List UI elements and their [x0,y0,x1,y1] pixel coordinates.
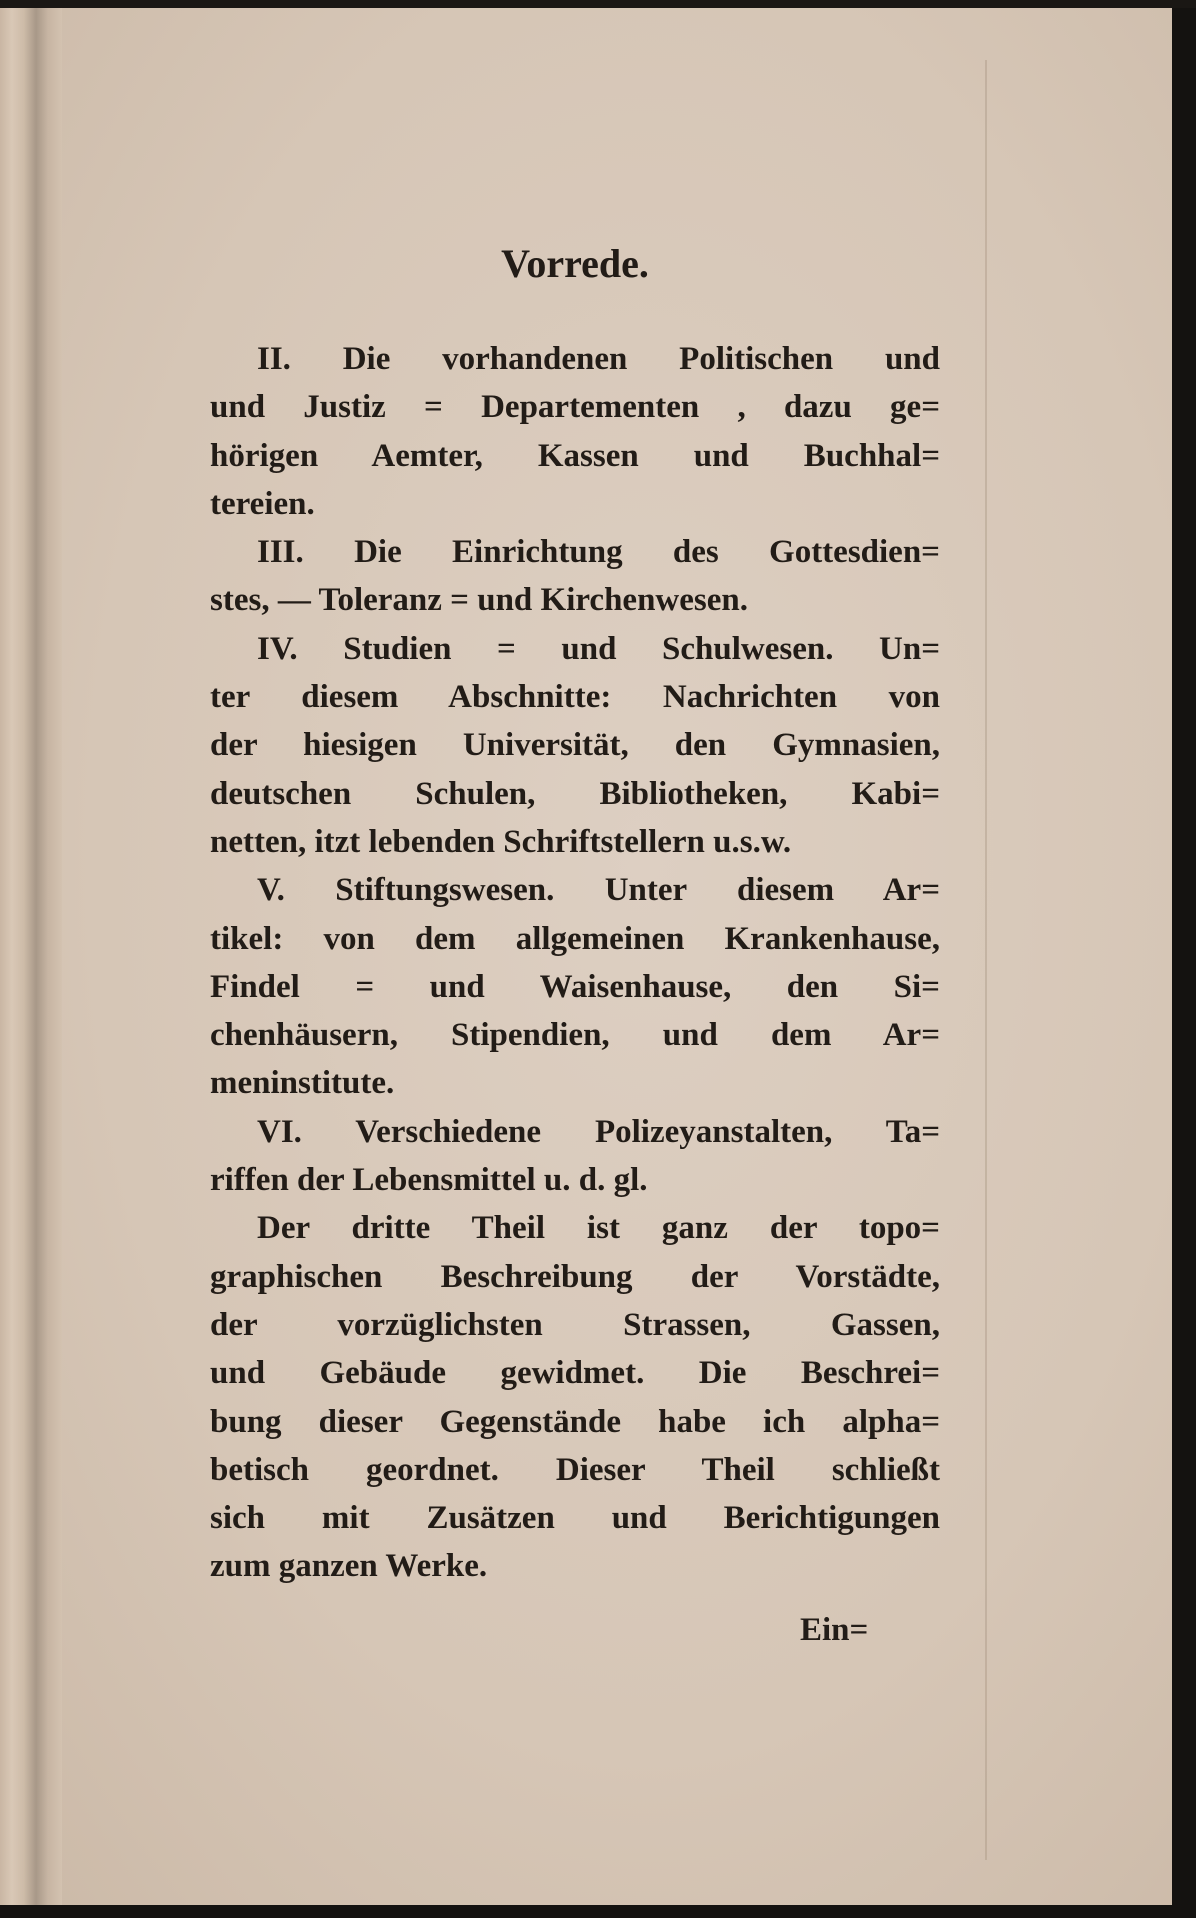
text-line: betisch geordnet. Dieser Theil schließt [210,1451,940,1488]
scan-border [0,0,1196,8]
page-heading: Vorrede. [501,241,649,286]
text-line: deutschen Schulen, Bibliotheken, Kabi= [210,775,940,812]
text-line: zum ganzen Werke. [210,1548,488,1585]
text-line: bung dieser Gegenstände habe ich alpha= [210,1403,940,1440]
text-line: V. Stiftungswesen. Unter diesem Ar= [257,872,940,909]
text-line: hörigen Aemter, Kassen und Buchhal= [210,437,940,474]
text-line: tereien. [210,485,315,522]
text-line: ter diesem Abschnitte: Nachrichten von [210,679,940,716]
text-line: II. Die vorhandenen Politischen und [257,341,940,377]
text-line: riffen der Lebensmittel u. d. gl. [210,1162,648,1199]
text-line: III. Die Einrichtung des Gottesdien= [257,534,940,571]
text-line: VI. Verschiedene Polizeyanstalten, Ta= [257,1113,940,1150]
text-line: IV. Studien = und Schulwesen. Un= [257,630,940,667]
text-line: und Justiz = Departementen , dazu ge= [210,389,940,426]
text-line: netten, itzt lebenden Schriftstellern u.s.w. [210,823,792,860]
text-line: sich mit Zusätzen und Berichtigungen [210,1500,940,1537]
text-line: tikel: von dem allgemeinen Krankenhause, [210,920,940,957]
text-line: und Gebäude gewidmet. Die Beschrei= [210,1355,940,1392]
page-crease [985,60,987,1860]
text-line: graphischen Beschreibung der Vorstädte, [210,1258,940,1295]
text-line: chenhäusern, Stipendien, und dem Ar= [210,1017,940,1054]
page-body-text [210,335,940,1591]
text-line: der vorzüglichsten Strassen, Gassen, [210,1306,940,1343]
text-line: stes, — Toleranz = und Kirchenwesen. [210,582,748,619]
text-line: Der dritte Theil ist ganz der topo= [257,1210,940,1247]
text-line: der hiesigen Universität, den Gymnasien, [210,727,940,764]
text-line: meninstitute. [210,1065,395,1102]
catchword: Ein= [800,1612,869,1648]
text-line: Findel = und Waisenhause, den Si= [210,968,940,1005]
